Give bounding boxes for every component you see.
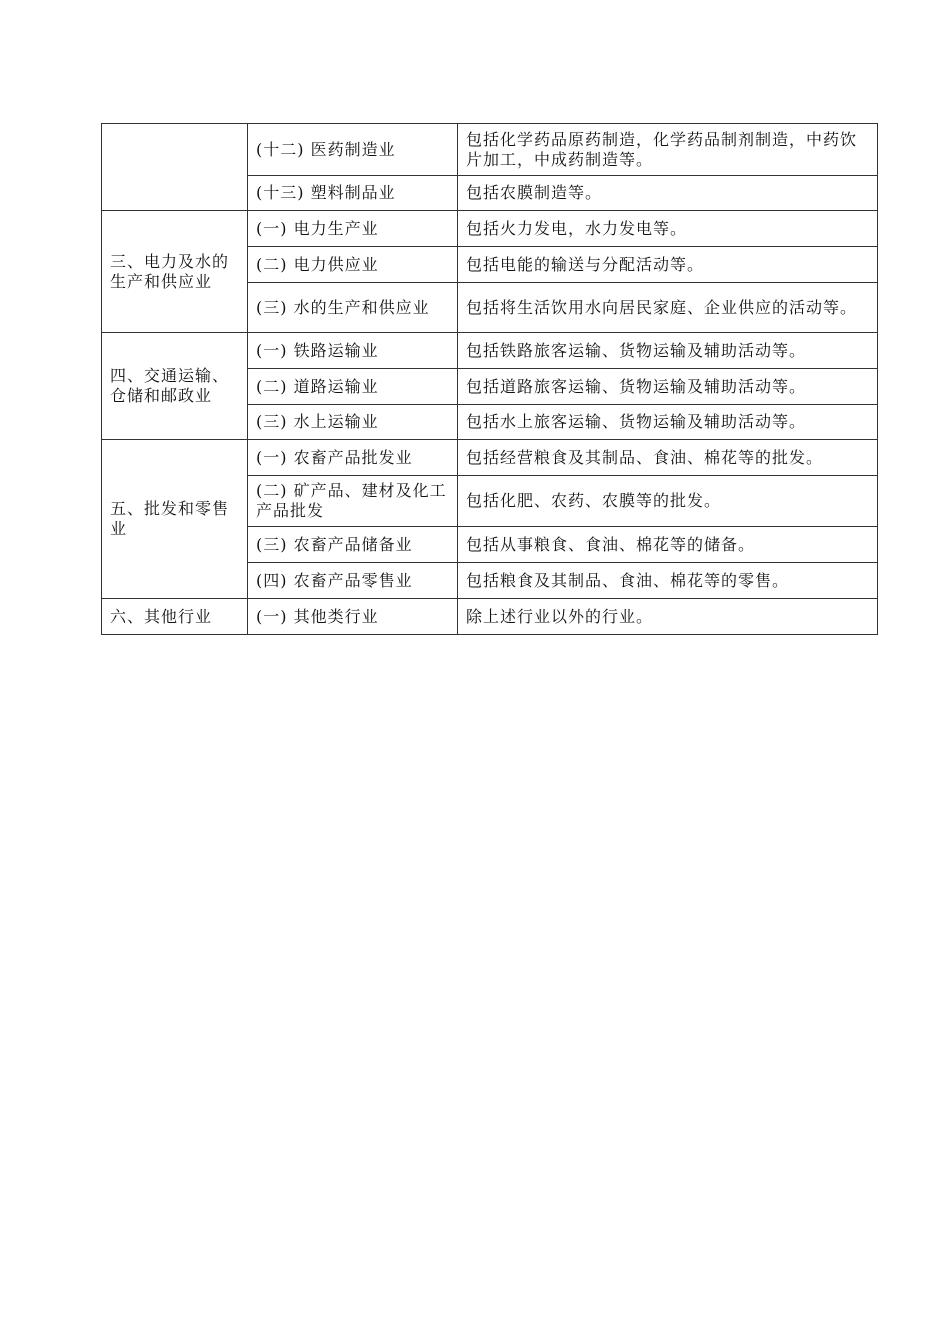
industry-classification-table (101, 123, 878, 635)
description-cell: 包括将生活饮用水向居民家庭、企业供应的活动等。 (458, 283, 878, 333)
category-cell: 四、交通运输、仓储和邮政业 (102, 333, 248, 440)
category-cell: 三、电力及水的生产和供应业 (102, 211, 248, 333)
table-row (102, 333, 878, 369)
subcategory-cell: (十三) 塑料制品业 (248, 176, 458, 211)
table-row (102, 124, 878, 176)
subcategory-cell: (一) 农畜产品批发业 (248, 440, 458, 476)
category-cell (102, 124, 248, 211)
table-row (102, 211, 878, 247)
category-cell: 六、其他行业 (102, 599, 248, 635)
subcategory-cell: (三) 水的生产和供应业 (248, 283, 458, 333)
subcategory-cell: (一) 电力生产业 (248, 211, 458, 247)
subcategory-cell: (二) 矿产品、建材及化工产品批发 (248, 476, 458, 527)
subcategory-cell: (十二) 医药制造业 (248, 124, 458, 176)
subcategory-cell: (三) 农畜产品储备业 (248, 527, 458, 563)
description-cell: 除上述行业以外的行业。 (458, 599, 878, 635)
subcategory-cell: (二) 道路运输业 (248, 369, 458, 405)
description-cell: 包括道路旅客运输、货物运输及辅助活动等。 (458, 369, 878, 405)
description-cell: 包括粮食及其制品、食油、棉花等的零售。 (458, 563, 878, 599)
subcategory-cell: (四) 农畜产品零售业 (248, 563, 458, 599)
description-cell: 包括从事粮食、食油、棉花等的储备。 (458, 527, 878, 563)
table-row (102, 599, 878, 635)
subcategory-cell: (一) 铁路运输业 (248, 333, 458, 369)
description-cell: 包括火力发电，水力发电等。 (458, 211, 878, 247)
subcategory-cell: (二) 电力供应业 (248, 247, 458, 283)
description-cell: 包括电能的输送与分配活动等。 (458, 247, 878, 283)
table-row (102, 440, 878, 476)
description-cell: 包括化学药品原药制造，化学药品制剂制造，中药饮片加工，中成药制造等。 (458, 124, 878, 176)
category-cell: 五、批发和零售业 (102, 440, 248, 599)
description-cell: 包括化肥、农药、农膜等的批发。 (458, 476, 878, 527)
description-cell: 包括水上旅客运输、货物运输及辅助活动等。 (458, 405, 878, 440)
subcategory-cell: (一) 其他类行业 (248, 599, 458, 635)
description-cell: 包括铁路旅客运输、货物运输及辅助活动等。 (458, 333, 878, 369)
description-cell: 包括经营粮食及其制品、食油、棉花等的批发。 (458, 440, 878, 476)
description-cell: 包括农膜制造等。 (458, 176, 878, 211)
subcategory-cell: (三) 水上运输业 (248, 405, 458, 440)
